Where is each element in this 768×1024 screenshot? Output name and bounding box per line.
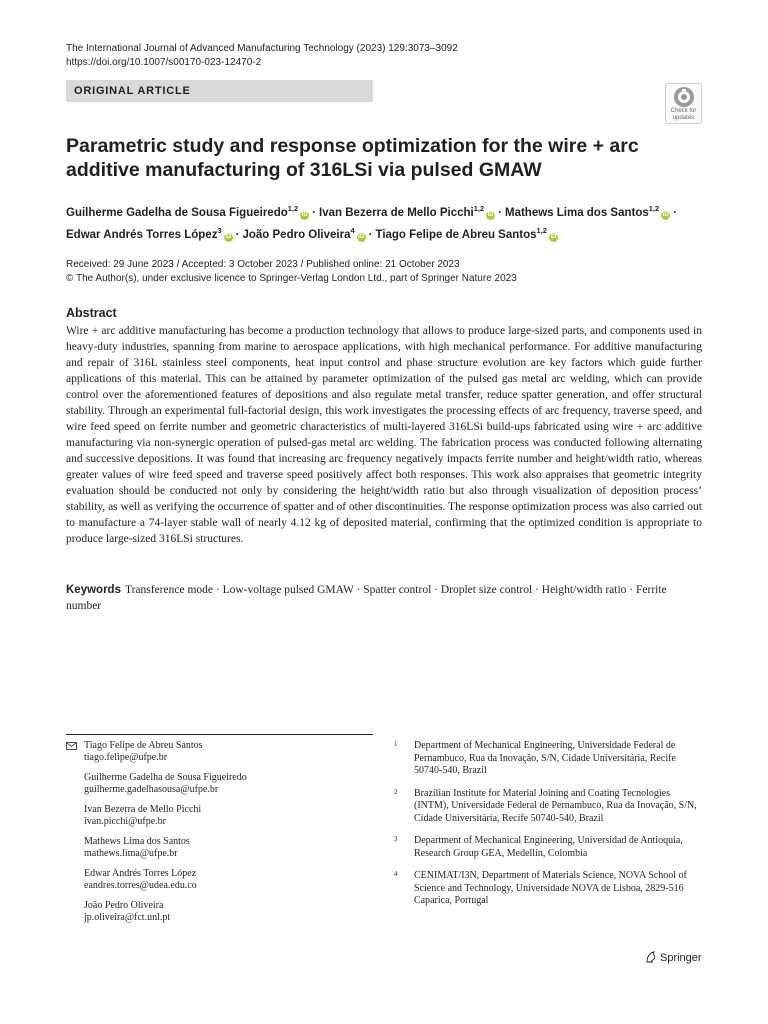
author-affiliation: 4 bbox=[350, 225, 355, 235]
contact-item bbox=[66, 772, 366, 796]
contact-item bbox=[66, 868, 366, 892]
author-name: João Pedro Oliveira bbox=[242, 228, 351, 241]
updates-badge-line2: updates bbox=[672, 115, 695, 121]
keywords-label: Keywords bbox=[66, 584, 121, 596]
contact-name: Mathews Lima dos Santos bbox=[84, 836, 190, 847]
article-title: Parametric study and response optimization for the wire + arc additive manufacturing of 316LSi via pulsed GMAW bbox=[66, 135, 639, 181]
contact-item bbox=[66, 900, 366, 924]
contact-item bbox=[66, 740, 366, 764]
author-name: Guilherme Gadelha de Sousa Figueiredo bbox=[66, 206, 288, 219]
affiliation-item bbox=[394, 740, 704, 778]
author[interactable] bbox=[66, 225, 233, 241]
contact-email[interactable]: mathews.lima@ufpe.br bbox=[84, 848, 178, 859]
publisher-logo[interactable] bbox=[645, 951, 702, 964]
publisher-name: Springer bbox=[660, 952, 702, 964]
orcid-icon[interactable]: iD bbox=[550, 233, 557, 240]
article-type-banner: ORIGINAL ARTICLE bbox=[66, 80, 373, 102]
contact-email[interactable]: jp.oliveira@fct.unl.pt bbox=[84, 912, 171, 923]
contact-item bbox=[66, 804, 366, 828]
footnote-divider bbox=[66, 734, 373, 735]
check-for-updates-badge[interactable] bbox=[665, 83, 702, 124]
journal-header bbox=[66, 42, 458, 70]
author-affiliation: 3 bbox=[217, 225, 222, 235]
abstract-heading: Abstract bbox=[66, 306, 117, 320]
doi-link[interactable]: https://doi.org/10.1007/s00170-023-12470-2 bbox=[66, 57, 262, 68]
author[interactable] bbox=[504, 204, 670, 219]
contact-name: João Pedro Oliveira bbox=[84, 900, 164, 911]
affiliation-text: Department of Mechanical Engineering, Universidad de Antioquia, Research Group GEA, Medellin, Colombia bbox=[414, 835, 683, 859]
affiliation-list bbox=[394, 740, 704, 918]
affiliation-item bbox=[394, 835, 704, 860]
author-list: Guilherme Gadelha de Sousa Figueiredo$^{1,2}$iD · Ivan Bezerra de Mello Picchi$^{1,2}$iD · Mathews Lima dos Santos$^{1,2}$iD · Edwar Andrés Torres López$^3$iD · João Pedro Oliveira$^4$iD · Tiago Felipe de Abreu Santos$^{1,2}$iD bbox=[66, 204, 678, 241]
keywords bbox=[66, 582, 702, 614]
affiliation-number: 3 bbox=[394, 835, 398, 843]
author-affiliation: 1,2 bbox=[287, 204, 299, 213]
author-affiliation: 1,2 bbox=[648, 204, 660, 213]
contact-email[interactable]: eandres.torres@udea.edu.co bbox=[84, 880, 197, 891]
affiliation-number: 1 bbox=[394, 740, 398, 748]
author[interactable] bbox=[375, 225, 558, 241]
affiliation-text: Brazilian Institute for Material Joining and Coating Tecnologies (INTM), Universidade Federal de Pernambuco, Rua da Inovação, S/N, Cidade Universitária, Recife 50740-540, Brazil bbox=[414, 787, 697, 824]
contact-name: Ivan Bezerra de Mello Picchi bbox=[84, 804, 202, 815]
springer-horse-icon bbox=[645, 951, 657, 963]
affiliation-number: 2 bbox=[394, 787, 398, 796]
author[interactable] bbox=[319, 204, 495, 219]
author-name: Tiago Felipe de Abreu Santos bbox=[375, 228, 537, 241]
abstract-text: Wire + arc additive manufacturing has become a production technology that allows to produce large-sized parts, and components used in heavy-duty industries, spanning from marine to aerospace applications, with high mechanical performance. For additive manufacturing and repair of 316L stainless steel components, heat input control and phase structure evolution are key factors which guide further applications of this material. This can be attained by parameter optimization of the pulsed gas metal arc welding, which can provide control over the aforementioned features of depositions and also regulate metal transfer, reduce spatter generation, and offer structural stability. Through an experimental full-factorial design, this work investigates the processing effects of arc frequency, traverse speed, and wire feed speed on ferrite number and geometric characteristics of multi-layered 316LSi build-ups fabricated using wire + arc additive manufacturing via non-synergic operation of pulsed-gas metal arc welding. The fabrication process was conducted following alternating and successive depositions. It was found that increasing arc frequency negatively impacts ferrite number and height/width ratio, whereas greater values of wire feed speed and traverse speed positively affect both responses. This work also appraises that geometric integrity evaluation should be conducted not only by considering the height/width ratio but also through visualization of deposition process’ stability, as well as verifying the occurrence of spatter and of other discontinuities. The response optimization process was also carried out to manufacture a 74-layer stable wall of nearly 4.12 kg of deposited material, confirming that the optimized condition is appropriate to produce large-sized 316LSi structures. bbox=[66, 325, 702, 545]
publication-dates bbox=[66, 258, 517, 286]
author[interactable] bbox=[242, 225, 365, 241]
contact-name: Guilherme Gadelha de Sousa Figueiredo bbox=[84, 772, 247, 783]
contact-name: Tiago Felipe de Abreu Santos bbox=[84, 740, 203, 751]
orcid-icon[interactable]: iD bbox=[662, 211, 669, 218]
affiliation-text: CENIMAT/I3N, Department of Materials Science, NOVA School of Science and Technology, Universidade NOVA de Lisboa, 2829-516 Caparica, Portugal bbox=[414, 870, 687, 906]
orcid-icon[interactable]: iD bbox=[301, 211, 308, 218]
contact-item bbox=[66, 836, 366, 860]
contact-list bbox=[66, 740, 366, 932]
author-name: Edwar Andrés Torres López bbox=[66, 228, 218, 241]
check-updates-icon bbox=[673, 86, 695, 108]
affiliation-text: Department of Mechanical Engineering, Universidade Federal de Pernambuco, Rua da Inovação, S/N, Cidade Universitária, Recife 50740-540, Brazil bbox=[414, 740, 676, 776]
journal-citation: The International Journal of Advanced Manufacturing Technology (2023) 129:3073–3092 bbox=[66, 43, 458, 54]
orcid-icon[interactable]: iD bbox=[225, 233, 232, 240]
contact-email[interactable]: guilherme.gadelhasousa@ufpe.br bbox=[84, 784, 219, 795]
updates-badge-line1: Check for bbox=[670, 108, 697, 114]
orcid-icon[interactable]: iD bbox=[487, 211, 494, 218]
dates-line: Received: 29 June 2023 / Accepted: 3 October 2023 / Published online: 21 October 2023 bbox=[66, 259, 460, 270]
contact-name: Edwar Andrés Torres López bbox=[84, 868, 197, 879]
author-affiliation: 1,2 bbox=[536, 225, 547, 235]
author-name: Mathews Lima dos Santos bbox=[504, 206, 649, 219]
envelope-icon bbox=[66, 742, 77, 750]
affiliation-number: 4 bbox=[394, 870, 398, 878]
contact-email[interactable]: ivan.picchi@ufpe.br bbox=[84, 816, 166, 827]
author-name: Ivan Bezerra de Mello Picchi bbox=[319, 206, 474, 219]
keywords-text: Transference mode · Low-voltage pulsed GMAW · Spatter control · Droplet size control · Height/width ratio · Ferrite number bbox=[66, 584, 667, 612]
affiliation-item bbox=[394, 870, 704, 908]
affiliation-item bbox=[394, 788, 704, 826]
author-affiliation: 1,2 bbox=[473, 204, 485, 213]
copyright-line: © The Author(s), under exclusive licence to Springer-Verlag London Ltd., part of Springer Nature 2023 bbox=[66, 273, 517, 284]
orcid-icon[interactable]: iD bbox=[358, 233, 365, 240]
author[interactable] bbox=[66, 204, 309, 219]
contact-email[interactable]: tiago.felipe@ufpe.br bbox=[84, 752, 168, 763]
